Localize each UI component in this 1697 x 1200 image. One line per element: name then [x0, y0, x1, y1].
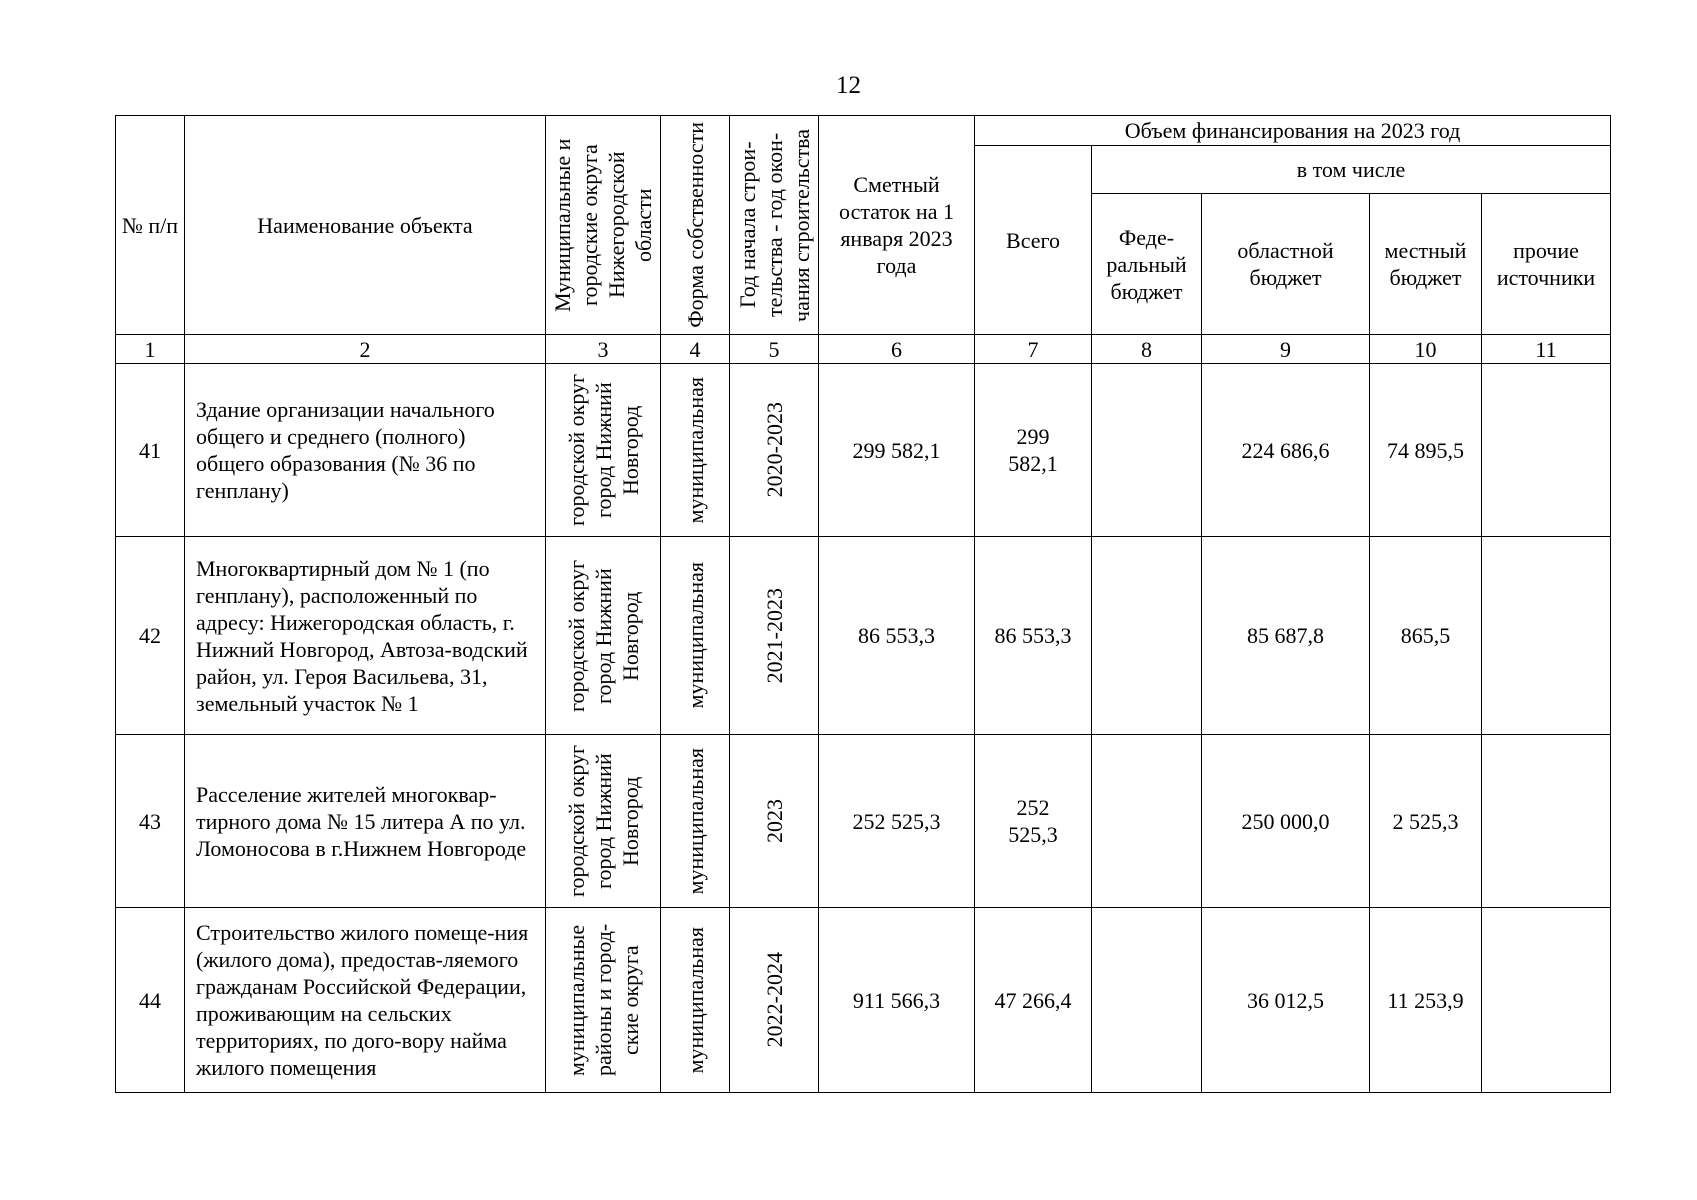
- header-financing-group: Объем финансирования на 2023 год: [975, 116, 1611, 146]
- years-cell: 2022-2024: [730, 908, 819, 1093]
- total-cell: 299 582,1: [975, 364, 1092, 537]
- table-row: [116, 908, 1611, 1093]
- page-number: 12: [836, 72, 861, 99]
- column-number: 7: [975, 335, 1092, 364]
- regional-cell: 224 686,6: [1202, 364, 1370, 537]
- other-cell: [1482, 908, 1611, 1093]
- total-cell: 86 553,3: [975, 537, 1092, 735]
- other-cell: [1482, 537, 1611, 735]
- balance-cell: 911 566,3: [819, 908, 975, 1093]
- column-number-row: [116, 335, 1611, 364]
- regional-cell: 85 687,8: [1202, 537, 1370, 735]
- header-local: местный бюджет: [1370, 194, 1482, 335]
- row-number: 44: [116, 908, 185, 1093]
- balance-cell: 299 582,1: [819, 364, 975, 537]
- header-ownership: Форма собственности: [661, 116, 730, 335]
- column-number: 3: [546, 335, 661, 364]
- local-cell: 865,5: [1370, 537, 1482, 735]
- other-cell: [1482, 735, 1611, 908]
- years-cell: 2021-2023: [730, 537, 819, 735]
- municipality-cell: муниципальные районы и город-ские округа: [546, 908, 661, 1093]
- column-number: 6: [819, 335, 975, 364]
- column-number: 10: [1370, 335, 1482, 364]
- column-number: 5: [730, 335, 819, 364]
- ownership-cell: муниципальная: [661, 908, 730, 1093]
- object-name: Многоквартирный дом № 1 (по генплану), расположенный по адресу: Нижегородская область, г. Нижний Новгород, Автоза-водский район, ул. Героя Васильева, 31, земельный участок № 1: [185, 537, 546, 735]
- table-row: [116, 735, 1611, 908]
- federal-cell: [1092, 537, 1202, 735]
- federal-cell: [1092, 908, 1202, 1093]
- header-total: Всего: [975, 146, 1092, 335]
- object-name: Расселение жителей многоквар-тирного дома № 15 литера А по ул. Ломоносова в г.Нижнем Новгороде: [185, 735, 546, 908]
- column-number: 8: [1092, 335, 1202, 364]
- object-name: Строительство жилого помеще-ния (жилого дома), предостав-ляемого гражданам Российской Федерации, проживающим на сельских территориях, по дого-вору найма жилого помещения: [185, 908, 546, 1093]
- header-regional: областной бюджет: [1202, 194, 1370, 335]
- regional-cell: 36 012,5: [1202, 908, 1370, 1093]
- municipality-cell: городской округ город Нижний Новгород: [546, 364, 661, 537]
- header-years: Год начала строи-тельства - год окон-чания строительства: [730, 116, 819, 335]
- balance-cell: 252 525,3: [819, 735, 975, 908]
- header-municipality: Муниципальные и городские округа Нижегородской области: [546, 116, 661, 335]
- header-federal: Феде-ральный бюджет: [1092, 194, 1202, 335]
- object-name: Здание организации начального общего и среднего (полного) общего образования (№ 36 по генплану): [185, 364, 546, 537]
- local-cell: 11 253,9: [1370, 908, 1482, 1093]
- column-number: 9: [1202, 335, 1370, 364]
- other-cell: [1482, 364, 1611, 537]
- local-cell: 2 525,3: [1370, 735, 1482, 908]
- ownership-cell: муниципальная: [661, 735, 730, 908]
- header-balance: Сметный остаток на 1 января 2023 года: [819, 116, 975, 335]
- row-number: 43: [116, 735, 185, 908]
- column-number: 1: [116, 335, 185, 364]
- ownership-cell: муниципальная: [661, 364, 730, 537]
- table-row: [116, 537, 1611, 735]
- column-number: 2: [185, 335, 546, 364]
- header-other: прочие источники: [1482, 194, 1611, 335]
- federal-cell: [1092, 364, 1202, 537]
- row-number: 42: [116, 537, 185, 735]
- ownership-cell: муниципальная: [661, 537, 730, 735]
- municipality-cell: городской округ город Нижний Новгород: [546, 735, 661, 908]
- header-object-name: Наименование объекта: [185, 116, 546, 335]
- table-row: [116, 364, 1611, 537]
- regional-cell: 250 000,0: [1202, 735, 1370, 908]
- column-number: 11: [1482, 335, 1611, 364]
- total-cell: 252 525,3: [975, 735, 1092, 908]
- municipality-cell: городской округ город Нижний Новгород: [546, 537, 661, 735]
- years-cell: 2020-2023: [730, 364, 819, 537]
- total-cell: 47 266,4: [975, 908, 1092, 1093]
- balance-cell: 86 553,3: [819, 537, 975, 735]
- column-number: 4: [661, 335, 730, 364]
- header-including-group: в том числе: [1092, 146, 1611, 194]
- local-cell: 74 895,5: [1370, 364, 1482, 537]
- federal-cell: [1092, 735, 1202, 908]
- years-cell: 2023: [730, 735, 819, 908]
- financing-table: [115, 115, 1611, 1093]
- header-number: № п/п: [116, 116, 185, 335]
- row-number: 41: [116, 364, 185, 537]
